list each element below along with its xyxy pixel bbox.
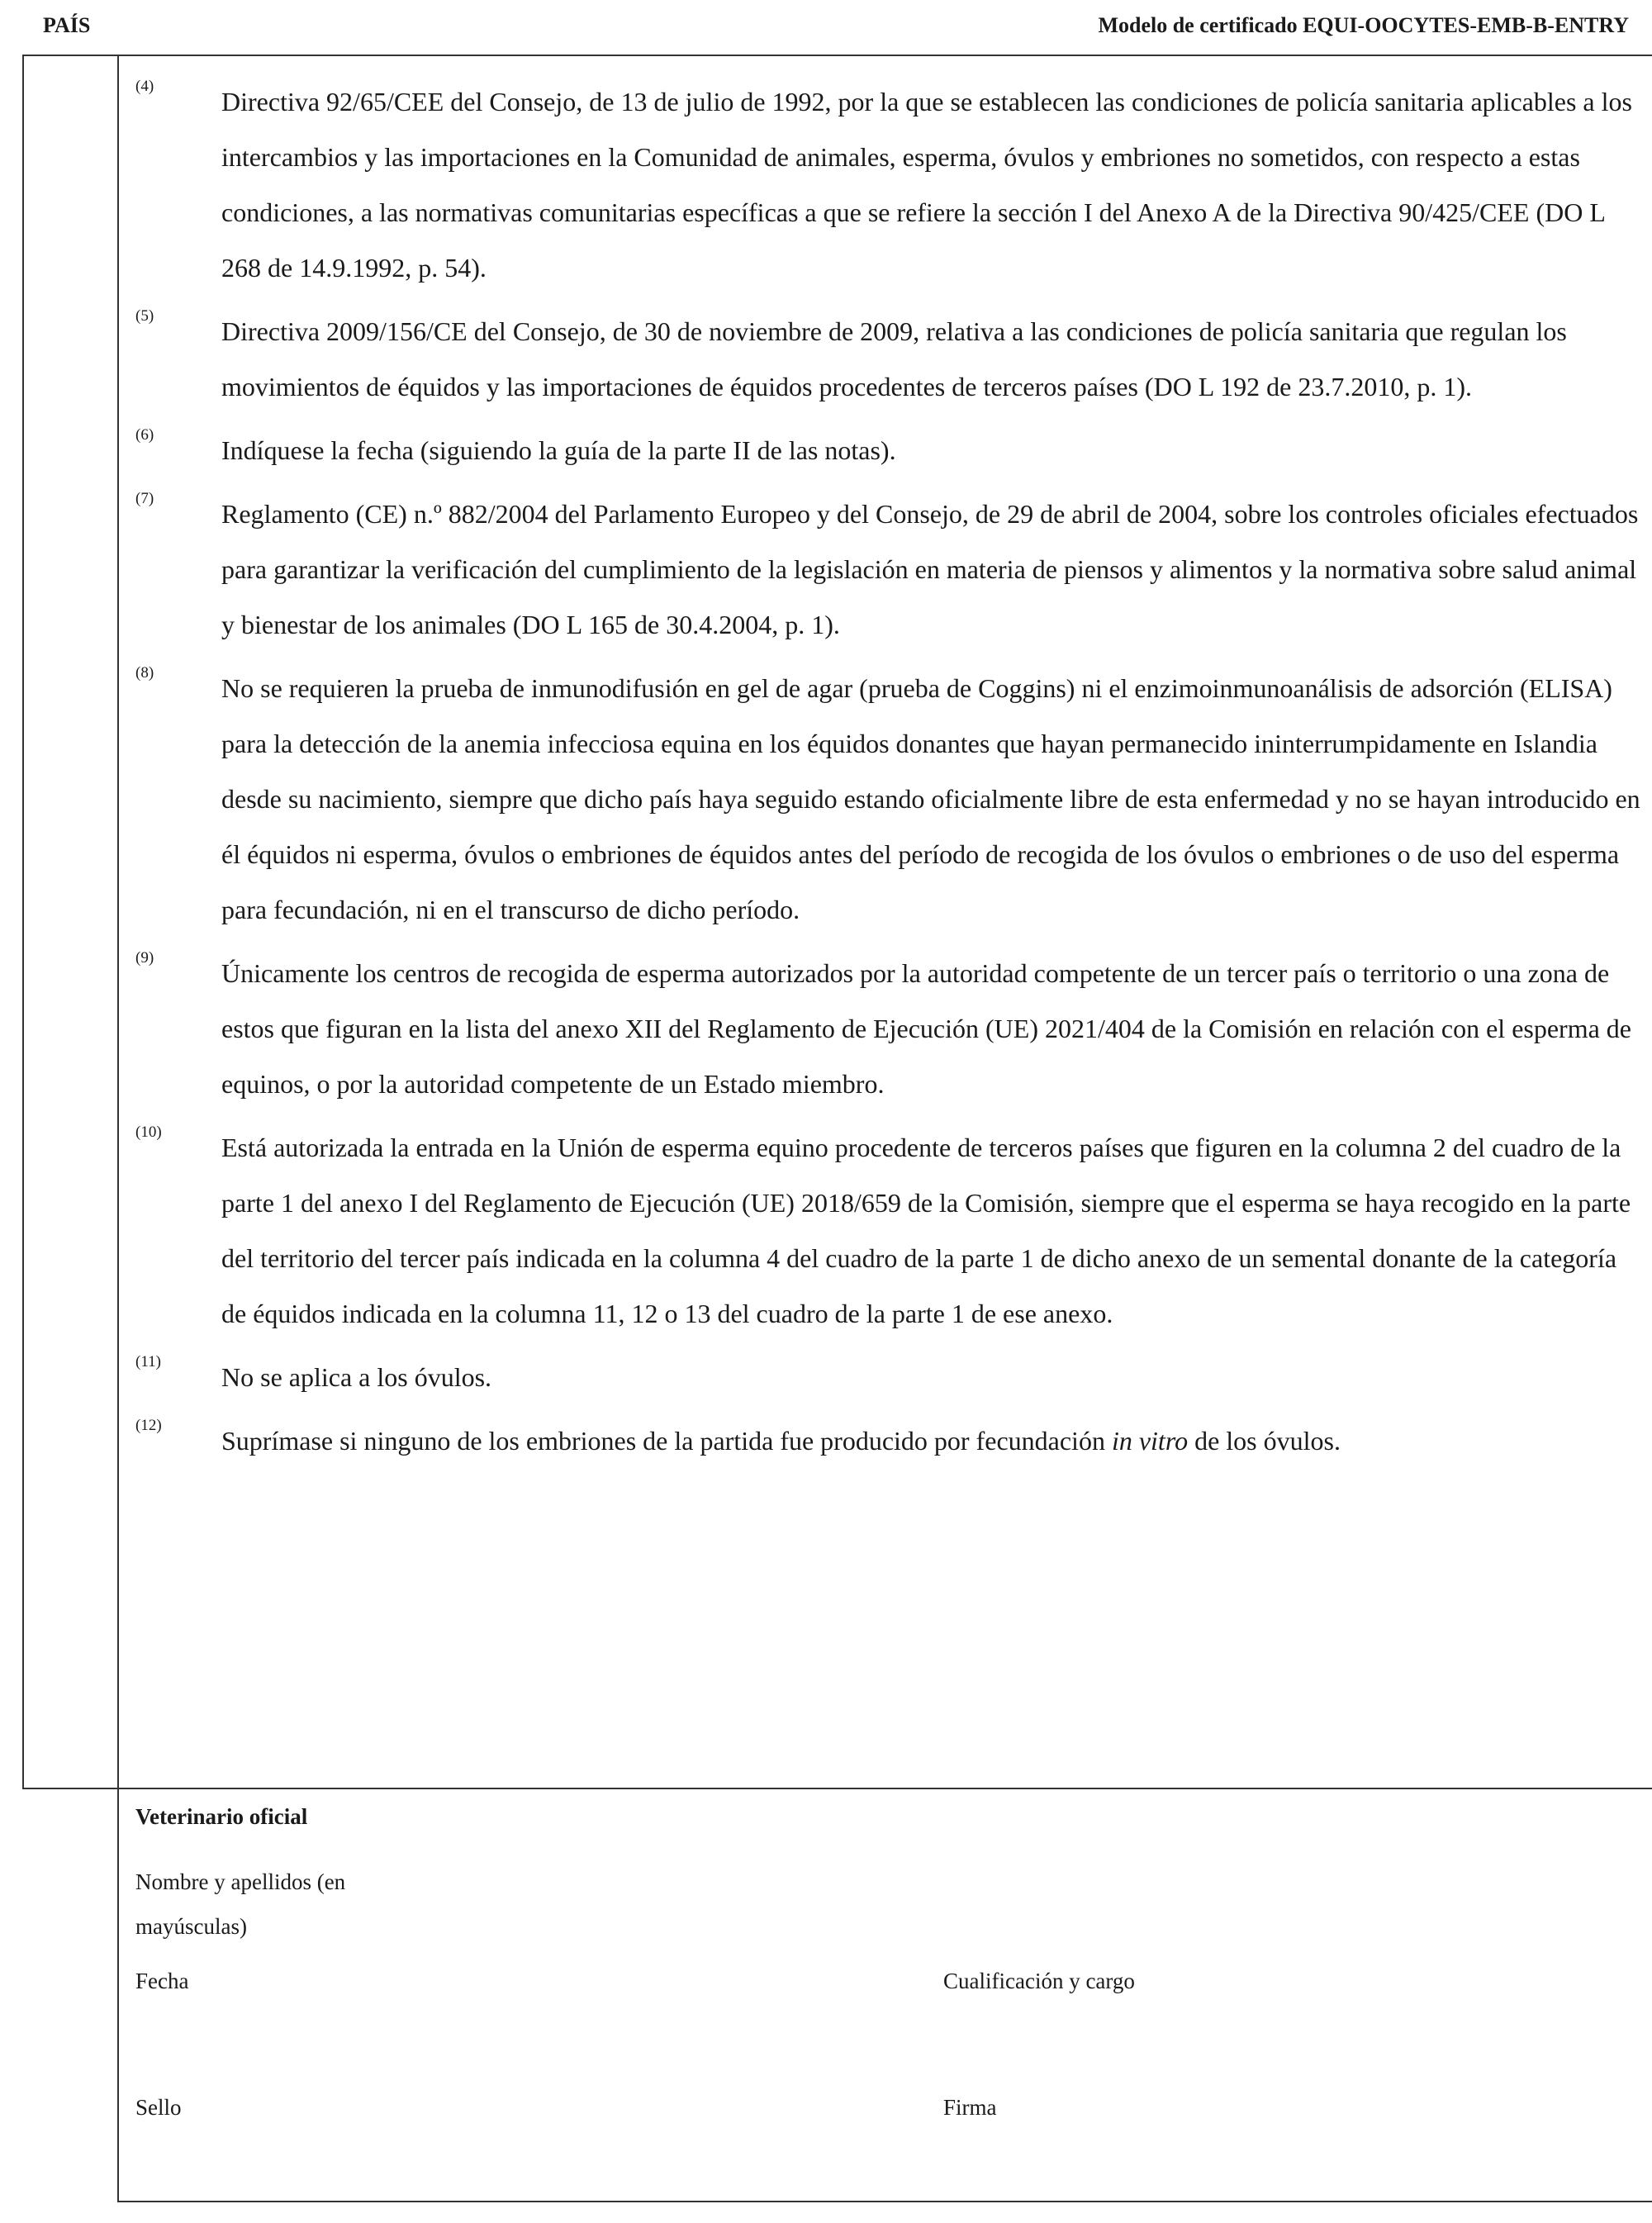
qualification-label: Cualificación y cargo [943, 1969, 1135, 1993]
note-text: Directiva 92/65/CEE del Consejo, de 13 de julio de 1992, por la que se establecen las condiciones de policía sanitaria aplicables a los intercambios y las importaciones en la Comunidad de animales, esperma, óvulos y embriones no sometidos, con respecto a estas condiciones, a las normativas comunitarias específicas a que se refiere la sección I del Anexo A de la Directiva 90/425/CEE (DO L 268 de 14.9.1992, p. 54). [221, 87, 1632, 283]
note-number: (11) [135, 1353, 161, 1370]
note-9 [117, 946, 1642, 1112]
signature-label: Firma [943, 2095, 997, 2120]
note-8 [117, 661, 1642, 938]
note-text: Indíquese la fecha (siguiendo la guía de la parte II de las notas). [221, 435, 896, 465]
note-text-italic: in vitro [1111, 1426, 1189, 1456]
note-12 [117, 1413, 1642, 1469]
name-label: Nombre y apellidos (en mayúsculas) [135, 1869, 346, 1939]
note-number: (9) [135, 949, 154, 967]
note-6 [117, 423, 1642, 478]
date-label: Fecha [135, 1969, 189, 1993]
note-text-after: de los óvulos. [1188, 1426, 1341, 1456]
left-rule [22, 55, 24, 1789]
note-number: (12) [135, 1417, 162, 1434]
note-number: (5) [135, 307, 154, 325]
note-7 [117, 487, 1642, 653]
note-number: (8) [135, 664, 154, 682]
note-text: No se requieren la prueba de inmunodifusión en gel de agar (prueba de Coggins) ni el enzimoinmunoanálisis de adsorción (ELISA) para la detección de la anemia infecciosa equina en los équidos donantes que hayan permanecido ininterrumpidamente en Islandia desde su nacimiento, siempre que dicho país haya seguido estando oficialmente libre de esta enfermedad y no se hayan introducido en él équidos ni esperma, óvulos o embriones de équidos antes del período de recogida de los óvulos o embriones o de uso del esperma para fecundación, ni en el transcurso de dicho período. [221, 673, 1640, 924]
note-text: Directiva 2009/156/CE del Consejo, de 30 de noviembre de 2009, relativa a las condiciones de policía sanitaria que regulan los movimientos de équidos y las importaciones de équidos procedentes de terceros países (DO L 192 de 23.7.2010, p. 1). [221, 316, 1567, 401]
note-11 [117, 1350, 1642, 1405]
note-4 [117, 74, 1642, 296]
note-text: No se aplica a los óvulos. [221, 1362, 492, 1392]
note-number: (6) [135, 426, 154, 444]
note-text-before: Suprímase si ninguno de los embriones de la partida fue producido por fecundación [221, 1426, 1112, 1456]
certificate-model-header: Modelo de certificado EQUI-OOCYTES-EMB-B-ENTRY [1098, 13, 1629, 37]
official-veterinarian-section [117, 1789, 1652, 2202]
country-header: PAÍS [43, 13, 91, 37]
note-number: (4) [135, 78, 154, 95]
note-text: Está autorizada la entrada en la Unión de esperma equino procedente de terceros países que figuren en la columna 2 del cuadro de la parte 1 del anexo I del Reglamento de Ejecución (UE) 2018/659 de la Comisión, siempre que el esperma se haya recogido en la parte del territorio del tercer país indicada en la columna 4 del cuadro de la parte 1 de dicho anexo de un semental donante de la categoría de équidos indicada en la columna 11, 12 o 13 del cuadro de la parte 1 de ese anexo. [221, 1133, 1631, 1328]
note-10 [117, 1120, 1642, 1342]
notes-list [117, 74, 1642, 1477]
note-text [221, 1413, 1642, 1469]
note-text: Reglamento (CE) n.º 882/2004 del Parlamento Europeo y del Consejo, de 29 de abril de 2004, sobre los controles oficiales efectuados para garantizar la verificación del cumplimiento de la legislación en materia de piensos y alimentos y la normativa sobre salud animal y bienestar de los animales (DO L 165 de 30.4.2004, p. 1). [221, 499, 1639, 639]
vet-section-title: Veterinario oficial [135, 1804, 308, 1829]
note-5 [117, 304, 1642, 415]
stamp-label: Sello [135, 2095, 182, 2120]
note-number: (7) [135, 490, 154, 507]
note-number: (10) [135, 1123, 162, 1141]
note-text: Únicamente los centros de recogida de esperma autorizados por la autoridad competente de un tercer país o territorio o una zona de estos que figuran en la lista del anexo XII del Reglamento de Ejecución (UE) 2021/404 de la Comisión en relación con el esperma de equinos, o por la autoridad competente de un Estado miembro. [221, 958, 1631, 1099]
